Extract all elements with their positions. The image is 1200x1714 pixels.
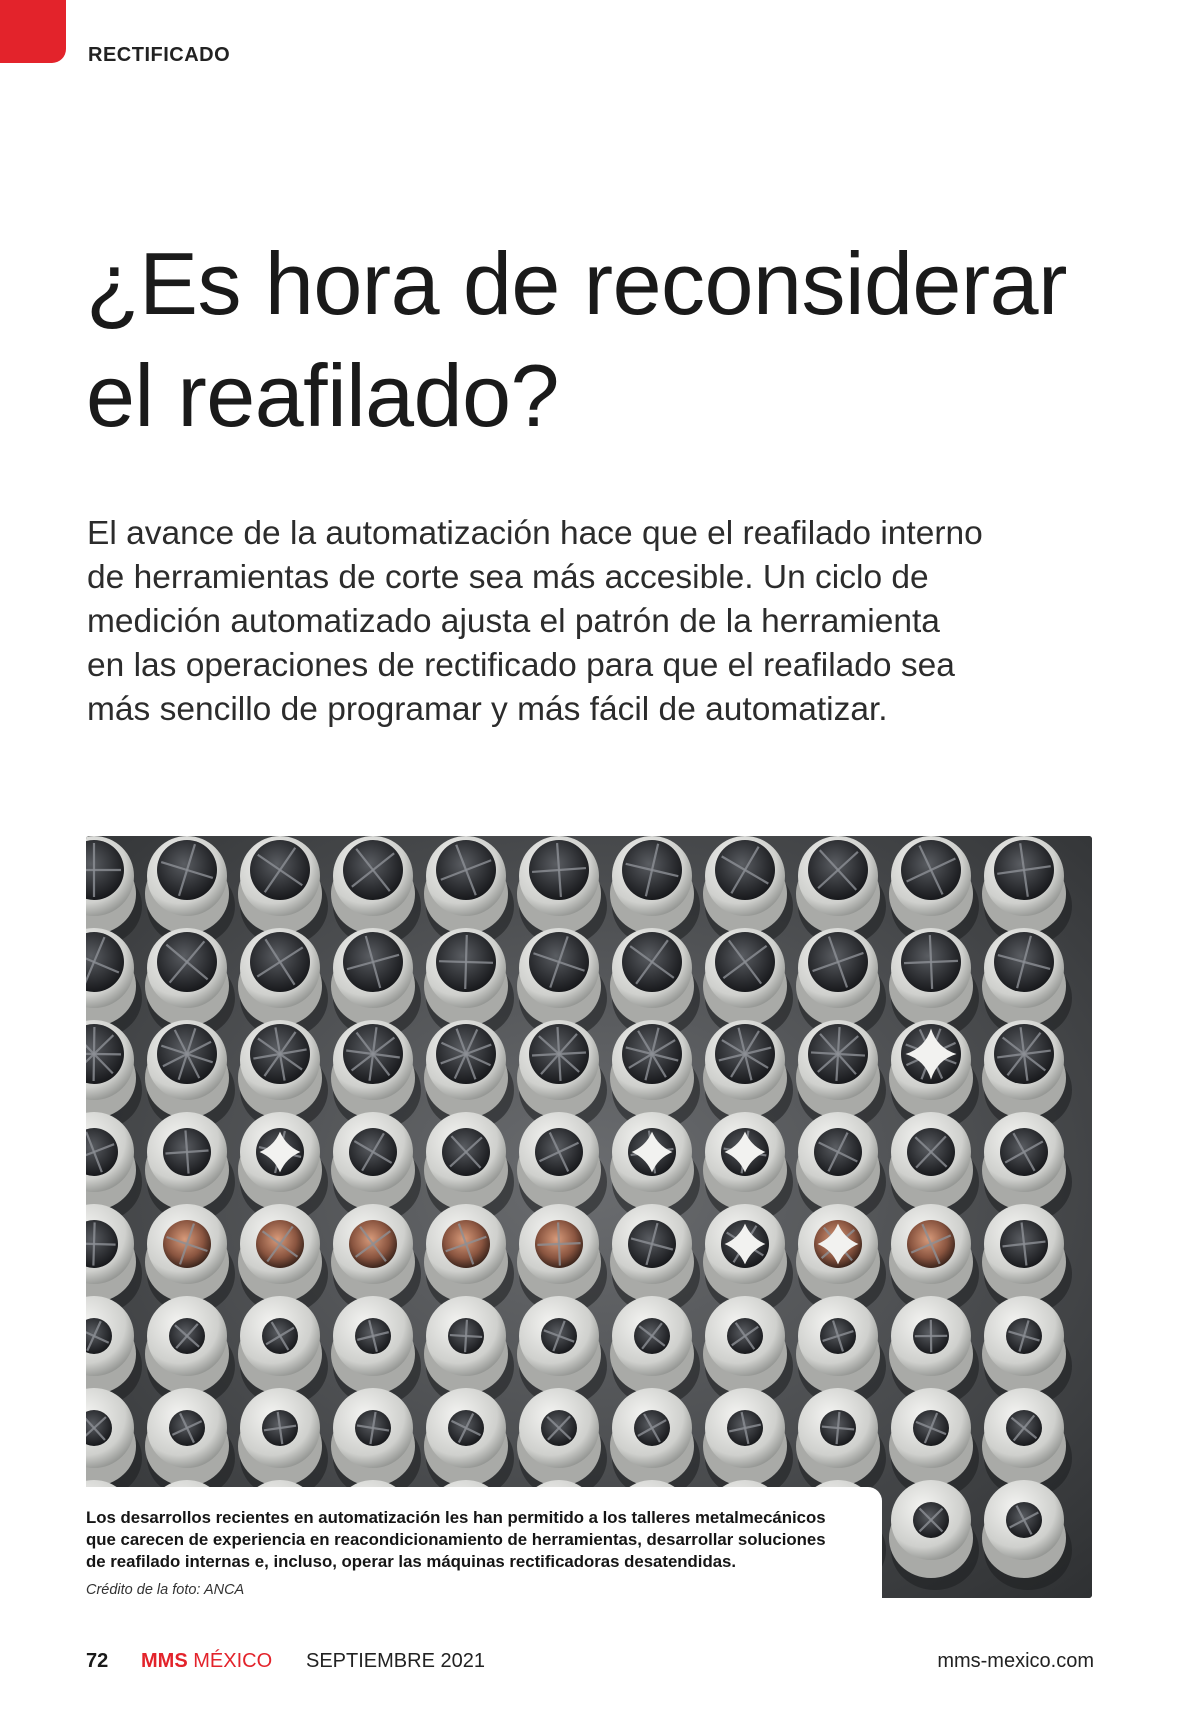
brand-regular: MÉXICO	[193, 1650, 273, 1672]
deck-line: más sencillo de programar y más fácil de automatizar.	[87, 690, 888, 728]
brand-bold: MMS	[141, 1650, 188, 1672]
photo-credit: Crédito de la foto: ANCA	[86, 1582, 245, 1598]
article-headline	[86, 228, 1146, 452]
headline-line: ¿Es hora de reconsiderar	[86, 234, 1067, 333]
article-deck	[87, 512, 1047, 731]
section-label: RECTIFICADO	[88, 44, 231, 66]
deck-line: El avance de la automatización hace que el reafilado interno	[87, 515, 983, 552]
tool-grid-photo	[86, 836, 1092, 1598]
caption-line: Los desarrollos recientes en automatización les han permitido a los talleres metalmecánicos	[86, 1508, 826, 1527]
deck-line: en las operaciones de rectificado para que el reafilado sea	[87, 646, 955, 684]
page-footer	[86, 1650, 1094, 1680]
page-number: 72	[86, 1650, 109, 1672]
section-color-tab	[0, 0, 66, 63]
caption-line: que carecen de experiencia en reacondicionamiento de herramientas, desarrollar soluciones	[86, 1529, 826, 1549]
headline-line: el reafilado?	[86, 345, 559, 445]
magazine-brand	[141, 1650, 272, 1673]
caption-line: de reafilado internas e, incluso, operar las máquinas rectificadoras desatendidas.	[86, 1551, 737, 1571]
tool-grid-illustration	[86, 836, 1092, 1598]
issue-date: SEPTIEMBRE 2021	[306, 1650, 485, 1672]
website-link[interactable]: mms-mexico.com	[937, 1650, 1094, 1672]
photo-caption	[86, 1507, 876, 1572]
deck-line: de herramientas de corte sea más accesible. Un ciclo de	[87, 558, 929, 596]
deck-line: medición automatizado ajusta el patrón de la herramienta	[87, 602, 940, 640]
